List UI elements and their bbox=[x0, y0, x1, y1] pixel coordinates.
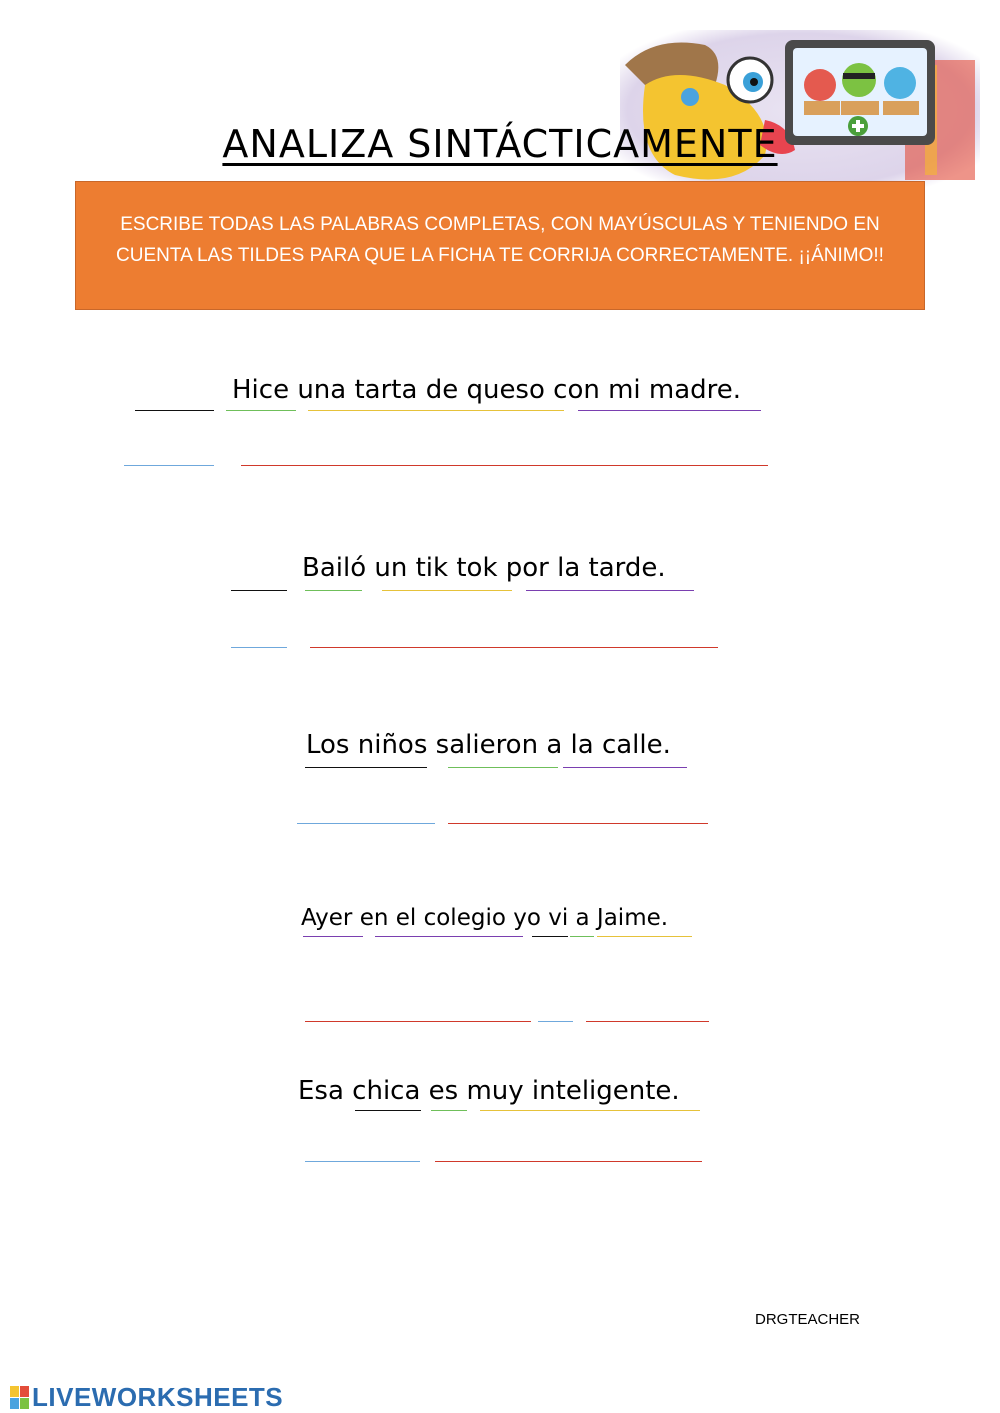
sentence-2-predicate-field[interactable] bbox=[310, 647, 718, 648]
sentence-3-subject-field[interactable] bbox=[297, 823, 435, 824]
sentence-4-underline-1[interactable] bbox=[303, 936, 363, 937]
sentence-4-underline-2[interactable] bbox=[375, 936, 523, 937]
sentence-1-underline-3[interactable] bbox=[578, 410, 761, 411]
sentence-4-underline-4[interactable] bbox=[570, 936, 594, 937]
instructions-banner bbox=[75, 181, 925, 310]
sentence-3: Los niños salieron a la calle. bbox=[306, 730, 671, 760]
liveworksheets-logo-text: LIVEWORKSHEETS bbox=[32, 1382, 284, 1412]
sentence-1-predicate-field[interactable] bbox=[241, 465, 768, 466]
page-title: ANALIZA SINTÁCTICAMENTE bbox=[222, 122, 778, 166]
sentence-5-underline-1[interactable] bbox=[355, 1110, 421, 1111]
sentence-2-underline-2[interactable] bbox=[382, 590, 512, 591]
liveworksheets-logo[interactable] bbox=[10, 1382, 283, 1413]
sentence-1-subject-field[interactable] bbox=[124, 465, 214, 466]
sentence-2-underline-1[interactable] bbox=[305, 590, 362, 591]
sentence-3-underline-1[interactable] bbox=[305, 767, 427, 768]
sentence-4-predicate-field-2[interactable] bbox=[586, 1021, 709, 1022]
sentence-4: Ayer en el colegio yo vi a Jaime. bbox=[301, 905, 669, 931]
sentence-5-subject-field[interactable] bbox=[305, 1161, 420, 1162]
sentence-5: Esa chica es muy inteligente. bbox=[298, 1076, 680, 1106]
sentence-5-underline-3[interactable] bbox=[480, 1110, 700, 1111]
sentence-2-subject-field[interactable] bbox=[231, 647, 287, 648]
sentence-2: Bailó un tik tok por la tarde. bbox=[302, 553, 666, 583]
author-credit: DRGTEACHER bbox=[755, 1311, 861, 1328]
sentence-2-blank[interactable] bbox=[231, 590, 287, 591]
sentence-1-underline-1[interactable] bbox=[226, 410, 296, 411]
classdojo-illustration bbox=[615, 25, 985, 195]
sentence-5-underline-2[interactable] bbox=[431, 1110, 467, 1111]
sentence-1-blank[interactable] bbox=[135, 410, 214, 411]
sentence-4-predicate-field-1[interactable] bbox=[305, 1021, 531, 1022]
sentence-4-subject-field[interactable] bbox=[538, 1021, 573, 1022]
sentence-3-predicate-field[interactable] bbox=[448, 823, 708, 824]
sentence-3-underline-3[interactable] bbox=[563, 767, 687, 768]
sentence-4-underline-3[interactable] bbox=[532, 936, 568, 937]
sentence-2-underline-3[interactable] bbox=[526, 590, 694, 591]
sentence-4-underline-5[interactable] bbox=[597, 936, 692, 937]
liveworksheets-logo-icon bbox=[10, 1386, 30, 1410]
sentence-3-underline-2[interactable] bbox=[448, 767, 558, 768]
sentence-1-underline-2[interactable] bbox=[308, 410, 564, 411]
sentence-1: Hice una tarta de queso con mi madre. bbox=[232, 375, 742, 405]
instructions-text: ESCRIBE TODAS LAS PALABRAS COMPLETAS, CON MAYÚSCULAS Y TENIENDO EN CUENTA LAS TILDES PARA QUE LA FICHA TE CORRIJA CORRECTAMENTE. ¡¡ÁNIMO!! bbox=[116, 213, 884, 266]
sentence-5-predicate-field[interactable] bbox=[435, 1161, 702, 1162]
